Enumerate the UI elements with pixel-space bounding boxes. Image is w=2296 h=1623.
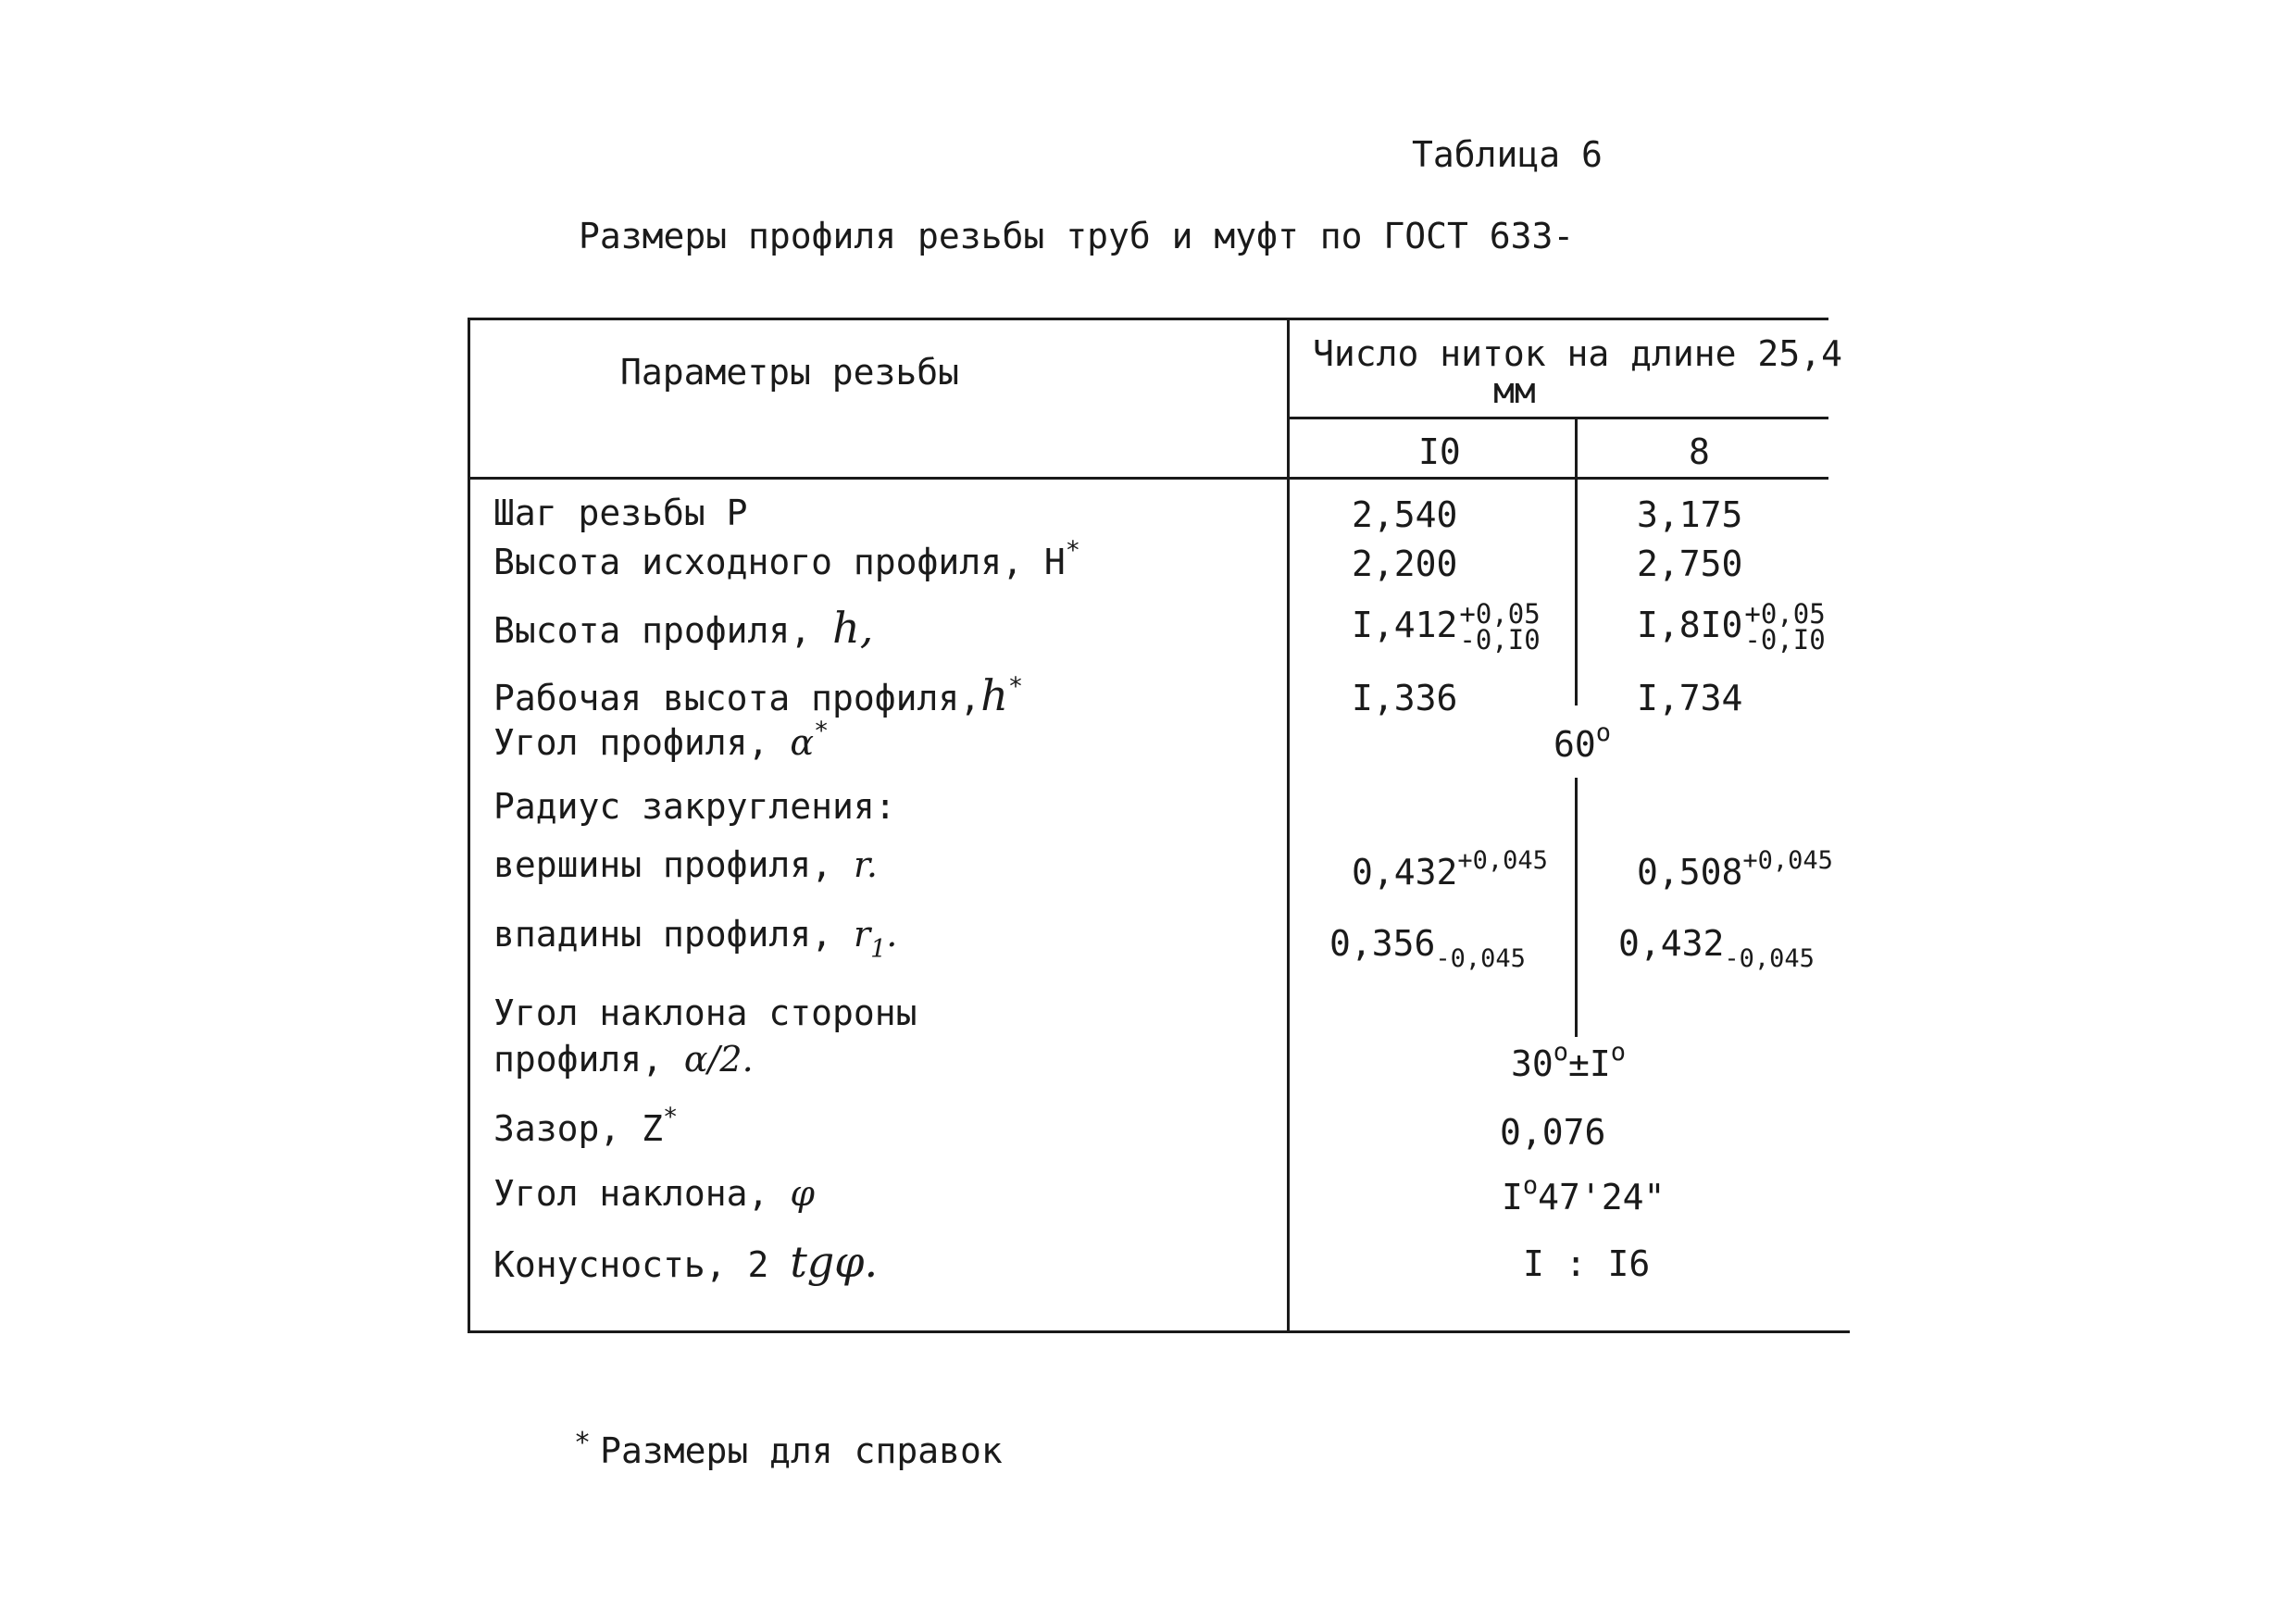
row-pitch-8: 3,175 xyxy=(1637,494,1743,535)
row-hinit-10: 2,200 xyxy=(1352,543,1458,584)
row-pitch-label: Шаг резьбы Р xyxy=(493,493,748,533)
row-radius-label: Радиус закругления: xyxy=(493,786,896,827)
reference-mark: * xyxy=(1065,536,1080,565)
header-col-10: I0 xyxy=(1418,431,1461,472)
table-number: Таблица 6 xyxy=(1412,134,1603,175)
row-hwork-10: I,336 xyxy=(1352,678,1458,718)
row-clearance-label: Зазор, Z* xyxy=(493,1103,679,1149)
row-hprof-label: Высота профиля, h, xyxy=(493,603,874,653)
header-threads-line1: Число ниток на длине 25,4 xyxy=(1313,333,1842,374)
row-flank-label2: профиля, α/2. xyxy=(493,1039,754,1080)
row-root-8: $0,432_{-0,045}$ xyxy=(1618,923,1815,973)
col-divider-middle xyxy=(1575,778,1578,1037)
tolerance-10: +0,05 -0,I0 xyxy=(1459,598,1541,655)
header-col-8: 8 xyxy=(1689,431,1710,472)
symbol-alpha-half: α/2. xyxy=(683,1039,754,1080)
symbol-h: h xyxy=(980,670,1008,720)
header-bottom-rule xyxy=(468,477,1828,480)
row-clearance-value: 0,076 xyxy=(1500,1112,1606,1153)
symbol-r: r. xyxy=(853,844,879,885)
footnote-mark: * xyxy=(574,1427,592,1459)
row-crest-8: $0,508^{+0,045}$ xyxy=(1637,846,1833,893)
row-root-label: впадины профиля, $r_1$. xyxy=(493,914,898,964)
table-top-rule xyxy=(468,318,1828,320)
header-parameters: Параметры резьбы xyxy=(620,352,960,393)
row-hinit-label: Высота исходного профиля, Н* xyxy=(493,536,1080,582)
footnote xyxy=(574,1427,1003,1471)
reference-mark: * xyxy=(1007,672,1024,701)
row-taper-value: I : I6 xyxy=(1523,1243,1651,1284)
left-border xyxy=(468,318,470,1333)
header-inner-rule xyxy=(1290,417,1828,419)
row-slope-value: $I^о47'24$" xyxy=(1502,1171,1666,1217)
table-caption: Размеры профиля резьбы труб и муфт по ГОСТ 633- xyxy=(579,216,1575,256)
row-hinit-8: 2,750 xyxy=(1637,543,1743,584)
row-crest-label: вершины профиля, r. xyxy=(493,844,879,885)
row-hprof-10: I,412 +0,05 -0,I0 xyxy=(1352,598,1541,655)
table-bottom-rule xyxy=(468,1330,1850,1333)
row-hwork-8: I,734 xyxy=(1637,678,1743,718)
row-flank-label1: Угол наклона стороны xyxy=(493,993,917,1033)
footnote-text: Размеры для справок xyxy=(600,1430,1003,1471)
param-divider xyxy=(1287,318,1290,1333)
row-root-10: $0,356_{-0,045}$ xyxy=(1329,923,1526,973)
tolerance-8: +0,05 -0,I0 xyxy=(1744,598,1826,655)
reference-mark: * xyxy=(663,1103,679,1131)
symbol-phi: φ xyxy=(790,1173,815,1214)
symbol-alpha: α xyxy=(790,722,814,763)
row-crest-10: $0,432^{+0,045}$ xyxy=(1352,846,1548,893)
header-threads-line2: мм xyxy=(1493,370,1536,411)
symbol-r1: $r_1$. xyxy=(853,914,898,964)
col-divider-upper xyxy=(1575,417,1578,705)
row-taper-label: Конусность, 2 tgφ. xyxy=(493,1237,879,1287)
row-hwork-label: Рабочая высота профиля,h* xyxy=(493,670,1024,720)
row-pitch-10: 2,540 xyxy=(1352,494,1458,535)
symbol-tg-phi: tgφ. xyxy=(790,1237,879,1287)
row-flank-value: $30^о\pm I^о$ xyxy=(1511,1038,1627,1084)
row-angle-label: Угол профиля, α* xyxy=(493,717,830,763)
row-slope-label: Угол наклона, φ xyxy=(493,1173,815,1214)
row-hprof-8: I,8I0 +0,05 -0,I0 xyxy=(1637,598,1826,655)
symbol-h: h, xyxy=(832,603,874,653)
row-angle-value: $60^о$ xyxy=(1554,718,1612,765)
reference-mark: * xyxy=(813,717,830,745)
